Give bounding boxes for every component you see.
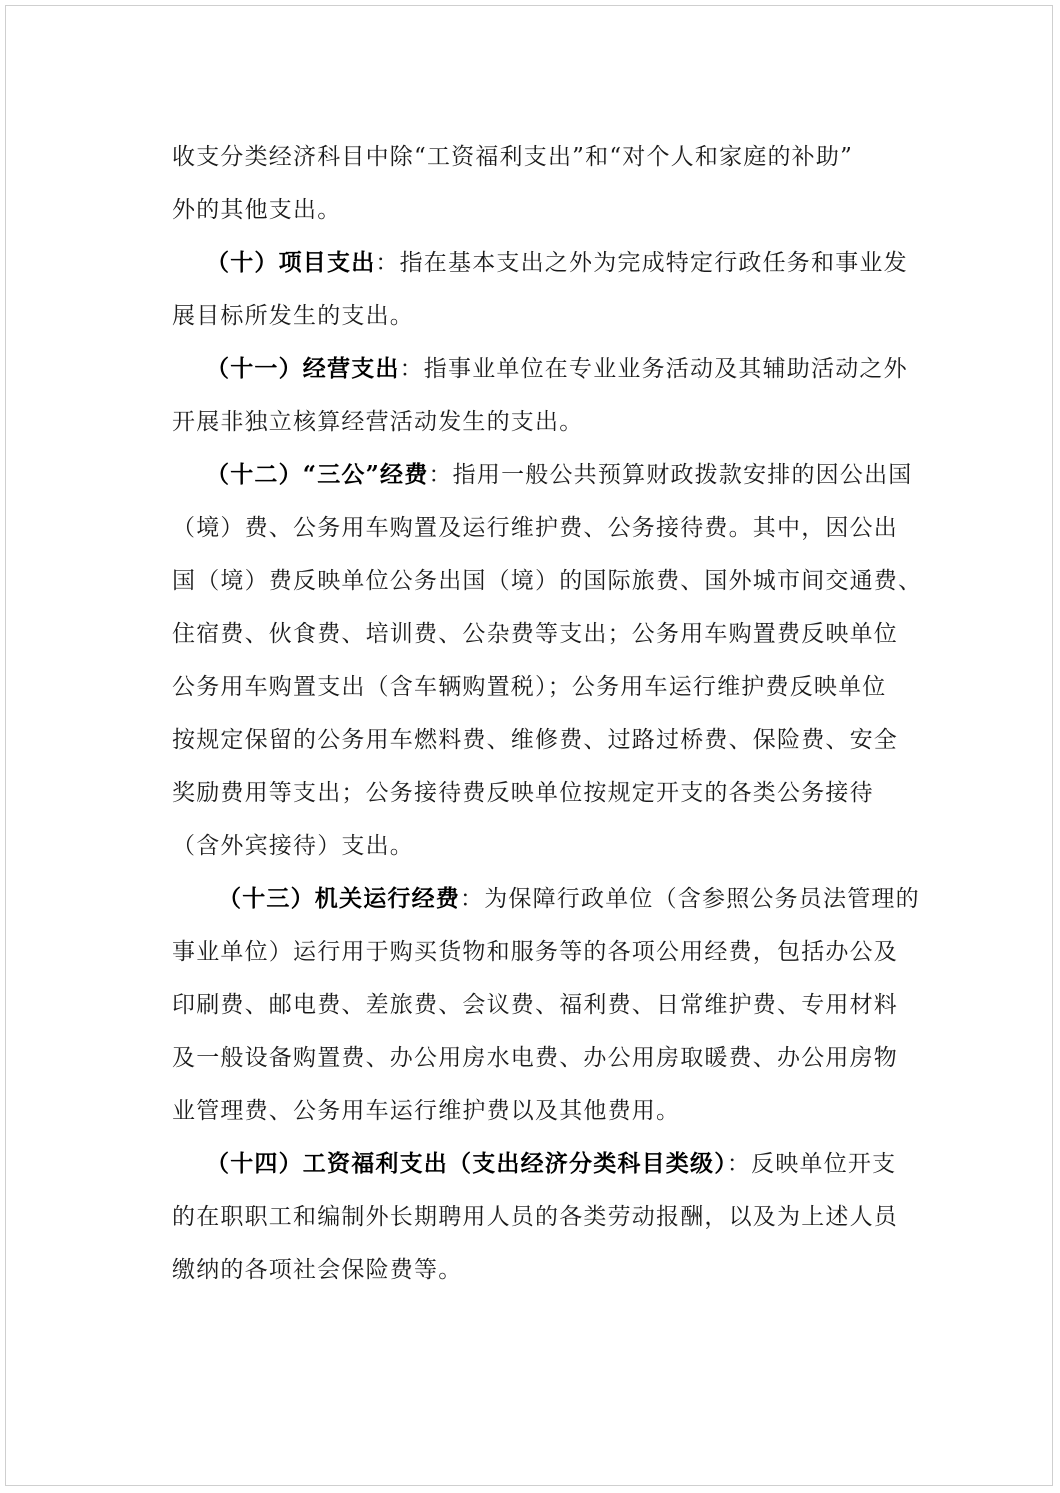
text-line: 及一般设备购置费、办公用房水电费、办公用房取暖费、办公用房物 (172, 1045, 898, 1071)
paragraph-first-line (218, 879, 920, 919)
paragraph-first-line (206, 1144, 896, 1184)
definition-text: ：指用一般公共预算财政拨款安排的因公出国 (428, 462, 913, 488)
text-line: 国（境）费反映单位公务出国（境）的国际旅费、国外城市间交通费、 (172, 568, 923, 594)
term-operating-expenditure: （十一）经营支出 (206, 355, 400, 382)
text-line: （境）费、公务用车购置及运行维护费、公务接待费。其中，因公出 (172, 515, 898, 541)
text-line: 的在职职工和编制外长期聘用人员的各类劳动报酬，以及为上述人员 (172, 1204, 898, 1230)
text-line: 事业单位）运行用于购买货物和服务等的各项公用经费，包括办公及 (172, 939, 898, 965)
term-wages-welfare-expenditure: （十四）工资福利支出（支出经济分类科目类级） (206, 1150, 727, 1177)
text-line: 外的其他支出。 (172, 197, 342, 223)
paragraph-first-line (206, 243, 908, 283)
text-line: （含外宾接待）支出。 (172, 833, 414, 859)
text-line: 开展非独立核算经营活动发生的支出。 (172, 409, 584, 435)
definition-text: ：指事业单位在专业业务活动及其辅助活动之外 (399, 356, 908, 382)
definition-text: ：为保障行政单位（含参照公务员法管理的 (460, 886, 920, 912)
paragraph-first-line (206, 455, 912, 495)
term-project-expenditure: （十）项目支出 (206, 249, 376, 276)
text-line: 按规定保留的公务用车燃料费、维修费、过路过桥费、保险费、安全 (172, 727, 898, 753)
text-line: 缴纳的各项社会保险费等。 (172, 1257, 463, 1283)
text-line: 业管理费、公务用车运行维护费以及其他费用。 (172, 1098, 681, 1124)
text-line: 印刷费、邮电费、差旅费、会议费、福利费、日常维护费、专用材料 (172, 992, 898, 1018)
text-line: 收支分类经济科目中除“工资福利支出”和“对个人和家庭的补助” (172, 144, 854, 170)
definition-text: ：指在基本支出之外为完成特定行政任务和事业发 (375, 250, 908, 276)
text-line: 住宿费、伙食费、培训费、公杂费等支出；公务用车购置费反映单位 (172, 621, 898, 647)
term-agency-operating-funds: （十三）机关运行经费 (218, 885, 460, 912)
document-page (5, 5, 1053, 1486)
definition-text: ：反映单位开支 (726, 1151, 897, 1177)
text-line: 奖励费用等支出；公务接待费反映单位按规定开支的各类公务接待 (172, 780, 874, 806)
term-three-public-expenses: （十二）“三公”经费 (206, 461, 429, 488)
text-line: 展目标所发生的支出。 (172, 303, 414, 329)
paragraph-first-line (206, 349, 908, 389)
text-line: 公务用车购置支出（含车辆购置税）；公务用车运行维护费反映单位 (172, 674, 887, 700)
